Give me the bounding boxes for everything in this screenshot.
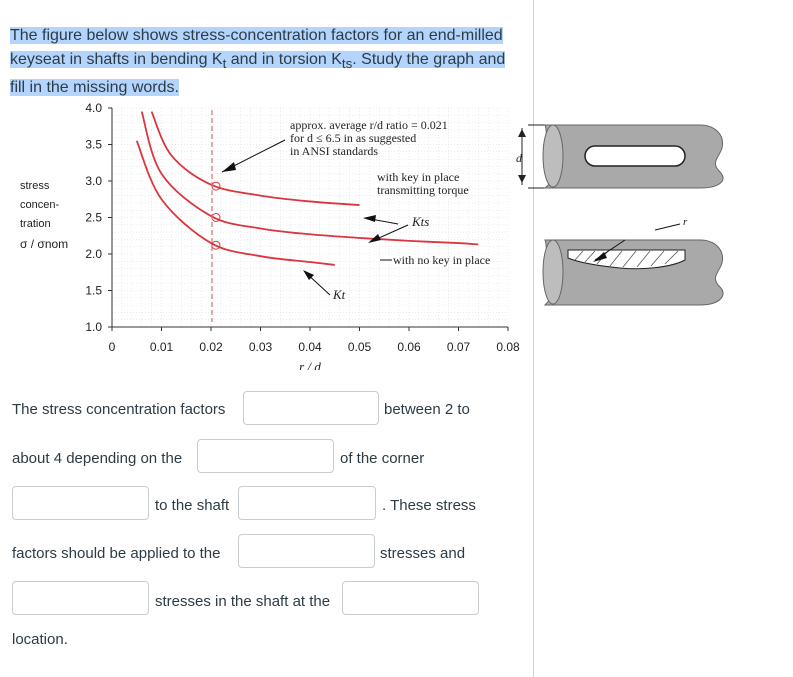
blank-2-input[interactable] — [197, 439, 334, 473]
question-prompt — [10, 24, 510, 100]
x-tick-label: 0.05 — [347, 340, 372, 354]
blank-3-input[interactable] — [12, 486, 149, 520]
prompt-line-3: fill in the missing words. — [10, 79, 179, 97]
svg-text:transmitting torque: transmitting torque — [377, 183, 469, 197]
row3-text-b: . These stress — [382, 497, 476, 514]
blank-1-input[interactable] — [243, 391, 379, 425]
y-tick-label: 2.0 — [85, 247, 102, 261]
y-tick-label: 4.0 — [85, 101, 102, 115]
y-axis-label-line: concen- — [20, 199, 60, 211]
x-tick-label: 0.01 — [149, 340, 174, 354]
blank-5-input[interactable] — [238, 534, 375, 568]
x-tick-label: 0.06 — [397, 340, 421, 354]
svg-text:approx. average r/d ratio = 0.: approx. average r/d ratio = 0.021 — [290, 118, 448, 132]
r-label: r — [683, 216, 688, 228]
y-axis-label-line: tration — [20, 218, 51, 230]
x-axis-label: r / d — [299, 359, 321, 370]
y-tick-label: 3.0 — [85, 174, 102, 188]
shaft-bottom-illustration — [543, 216, 723, 305]
row4-text-b: stresses and — [380, 545, 466, 562]
row6-text-a: location. — [12, 631, 68, 648]
x-tick-label: 0.07 — [446, 340, 471, 354]
row3-text-a: to the shaft — [155, 497, 230, 514]
x-tick-label: 0.03 — [248, 340, 273, 354]
y-axis-label — [20, 180, 68, 251]
row2-text-a: about 4 depending on the — [12, 450, 183, 467]
y-tick-label: 1.5 — [85, 283, 102, 298]
shaft-top-illustration — [516, 125, 723, 188]
approx-arrowhead — [222, 162, 236, 172]
svg-text:with key in place: with key in place — [377, 170, 460, 184]
blank-7-input[interactable] — [342, 581, 479, 615]
row4-text-a: factors should be applied to the — [12, 545, 221, 562]
x-tick-label: 0.04 — [298, 340, 322, 354]
key-in-place-annotation — [377, 170, 469, 197]
svg-text:in ANSI standards: in ANSI standards — [290, 144, 378, 158]
y-axis-label-line: σ / σnom — [20, 237, 69, 251]
d-label: d — [516, 151, 522, 165]
stress-concentration-chart — [0, 100, 780, 370]
x-tick-labels — [109, 327, 520, 354]
row2-text-b: of the corner — [340, 450, 425, 467]
row1-text-b: between 2 to — [384, 401, 470, 418]
svg-text:for d ≤ 6.5 in as suggested: for d ≤ 6.5 in as suggested — [290, 131, 417, 145]
row5-text-a: stresses in the shaft at the — [155, 593, 331, 610]
prompt-line-1: The figure below shows stress-concentration factors for an end-milled — [10, 27, 503, 44]
no-key-annotation: with no key in place — [393, 253, 491, 267]
kts-label: Kts — [412, 214, 430, 229]
y-tick-label: 2.5 — [85, 210, 102, 225]
blank-4-input[interactable] — [238, 486, 376, 520]
x-tick-label: 0.08 — [496, 340, 520, 354]
prompt-line-2: keyseat in shafts in bending $K_t$ and in torsion $K_{ts}$. Study the graph and — [10, 51, 506, 72]
kt-label: Kt — [333, 287, 346, 302]
y-tick-label: 1.0 — [85, 320, 102, 334]
blank-6-input[interactable] — [12, 581, 149, 615]
y-tick-label: 3.5 — [85, 137, 102, 152]
row1-text-a: The stress concentration factors — [12, 401, 226, 418]
y-axis-label-line: stress — [20, 180, 50, 192]
x-tick-label: 0 — [108, 340, 116, 354]
y-tick-labels — [85, 101, 112, 334]
x-tick-label: 0.02 — [199, 340, 223, 354]
